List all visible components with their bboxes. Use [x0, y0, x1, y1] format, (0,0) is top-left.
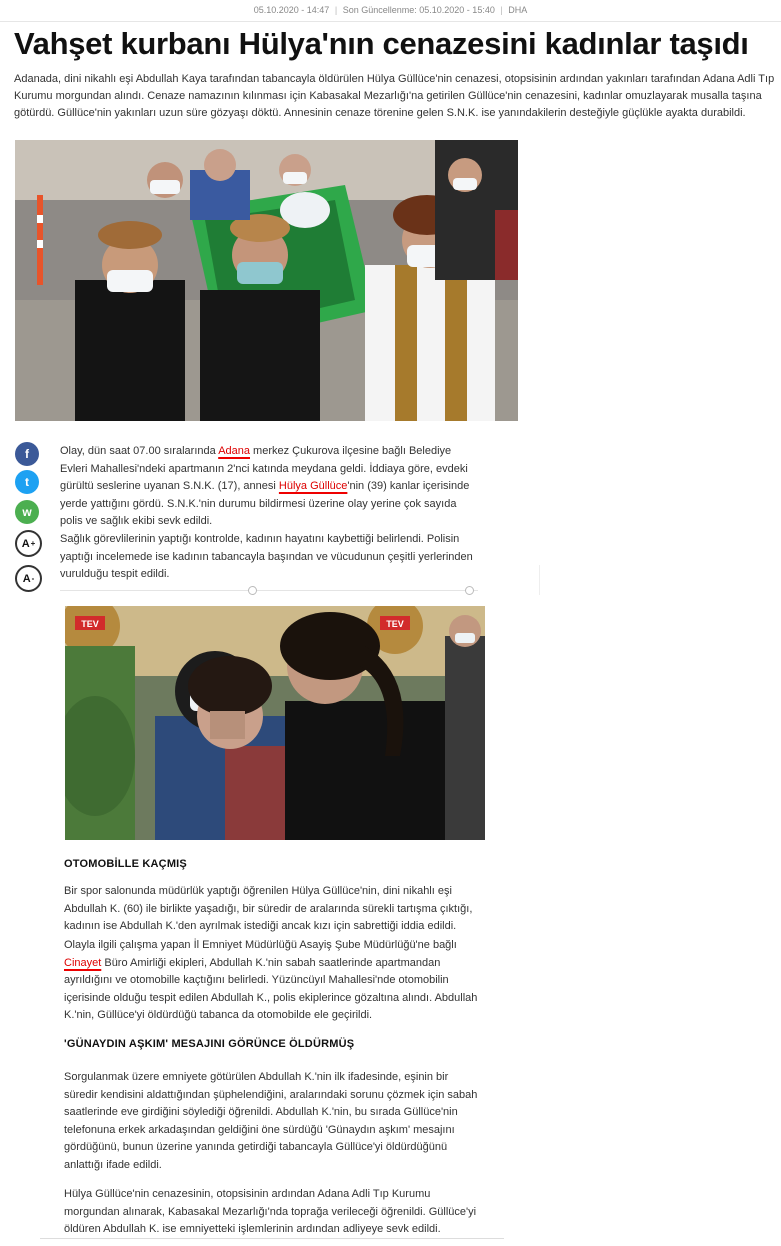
facebook-icon: f — [25, 447, 29, 461]
paragraph-text: merkez Çukurova ilçesine bağlı Belediye Evleri Mahallesi'ndeki apartmanın 2'nci katında meydana geldi. İddiaya göre, evdeki gürültü seslerine uyanan S.N.K. (17), annesi — [60, 445, 468, 492]
article-meta-bar — [0, 0, 781, 22]
tag-link-hulya-gulluce[interactable]: Hülya Güllüce — [278, 480, 348, 492]
article-photo[interactable] — [65, 606, 485, 840]
paragraph-text: Olayla ilgili çalışma yapan İl Emniyet Müdürlüğü Asayiş Şube Müdürlüğü'ne bağlı — [64, 939, 457, 951]
section-subheading: 'GÜNAYDIN AŞKIM' MESAJINI GÖRÜNCE ÖLDÜRMÜŞ — [64, 1038, 355, 1050]
article-lead: Adanada, dini nikahlı eşi Abdullah Kaya tarafından tabancayla öldürülen Hülya Güllüce'nin cenazesi, otopsisinin ardından yakınları tarafından Adana Adli Tıp Kurumu morgundan alındı. Cenaze namazının kılınması için Kabasakal Mezarlığı'na getirilen Güllüce'nin cenazesini, kadınlar omuzlayarak musalla taşına götürdü. Güllüce'nin yakınları uzun süre gözyaşı döktü. Annesinin cenaze törenine gelen S.N.K. ise yanındakilerin desteğiyle güçlükle ayakta durabildi. — [14, 73, 775, 119]
section-subheading: OTOMOBİLLE KAÇMIŞ — [64, 858, 187, 870]
funeral-procession-image — [15, 140, 518, 421]
ad-strip — [60, 590, 478, 598]
column-divider — [539, 565, 540, 595]
article-paragraph — [60, 443, 480, 531]
paragraph-text: Büro Amirliği ekipleri, Abdullah K.'nin sabah saatlerinde apartmandan ayrıldığını ve otomobille kaçtığını belirledi. Yüzüncüyıl Mahallesi'nde otomobilin içerisinde olduğu tespit edilen Abdullah K., polis ekiplerince gözaltına alındı. Abdullah K.'nin, Güllüce'yi öldürdüğü tabanca da otomobilde ele geçirildi. — [64, 956, 478, 1021]
hero-photo[interactable] — [15, 140, 518, 421]
news-source: DHA — [508, 5, 528, 15]
twitter-share-button[interactable] — [15, 470, 39, 494]
ad-info-icon[interactable] — [248, 586, 257, 595]
photo-sign-text: TEV — [81, 619, 99, 629]
tag-link-cinayet[interactable]: Cinayet — [64, 956, 102, 969]
font-decrease-sign: - — [31, 574, 35, 583]
article-headline: Vahşet kurbanı Hülya'nın cenazesini kadınlar taşıdı — [14, 26, 749, 61]
paragraph-text: 'nin (39) kanlar içerisinde yerde yattığını gördü. S.N.K.'nin durumu bildirmesi üzerine olay yerine çok sayıda polis ve sağlık ekibi sevk edildi. — [60, 480, 470, 527]
paragraph-text: Olay, dün saat 07.00 sıralarında — [60, 445, 219, 457]
font-increase-icon: A — [21, 537, 30, 550]
published-date: 05.10.2020 - 14:47 — [253, 5, 330, 15]
content-bottom-divider — [40, 1238, 504, 1239]
font-increase-button[interactable] — [15, 530, 42, 557]
photo-sign-text: TEV — [386, 619, 404, 629]
article-paragraph: Hülya Güllüce'nin cenazesinin, otopsisinin ardından Adana Adli Tıp Kurumu morgundan alınarak, Kabasakal Mezarlığı'nda toprağa verileceği öğrenildi. Güllüce'yi öldüren Abdullah K. ise emniyetteki işlemlerinin ardından adliyeye sevk edildi. — [64, 1188, 477, 1235]
facebook-share-button[interactable] — [15, 442, 39, 466]
article-paragraph: Sorgulanmak üzere emniyete götürülen Abdullah K.'nin ilk ifadesinde, eşinin bir süredir kendisini aldattığından şüphelendiğini, aralarındaki sorunu çözmek için sabah saatlerinde eve girdiğini söylediği öğrenildi. Abdullah K.'nin, bu sırada Güllüce'nin telefonuna erkek arkadaşından geldiğini öne sürdüğü 'Günaydın aşkım' mesajını gördüğünü, bunun üzerine yanında getirdiği tabancayla Güllüce'yi öldürdüğünü anlattığı ifade edildi. — [64, 1071, 478, 1171]
whatsapp-icon: w — [22, 505, 32, 519]
updated-date: 05.10.2020 - 15:40 — [419, 5, 495, 15]
meta-separator: | — [334, 5, 338, 15]
tag-link-adana[interactable]: Adana — [218, 445, 250, 457]
updated-label: Son Güncellenme: — [342, 5, 417, 15]
whatsapp-share-button[interactable] — [15, 500, 39, 524]
font-increase-sign: + — [30, 539, 36, 548]
meta-separator: | — [500, 5, 503, 15]
article-paragraph: Sağlık görevlilerinin yaptığı kontrolde, kadının hayatını kaybettiği belirlendi. Polisin yaptığı incelemede ise kadının tabancayla başından ve vücudunun çeşitli yerlerinden vurulduğu tespit edildi. — [60, 533, 473, 580]
font-decrease-icon: A — [22, 572, 31, 585]
article-paragraph: Bir spor salonunda müdürlük yaptığı öğrenilen Hülya Güllüce'nin, dini nikahlı eşi Abdullah K. (60) ile birlikte yaşadığı, bir süredir de aralarında sürekli tartışma çıktığı, kadının ise Abdullah K.'den ayrılmak istediği ancak kızı için sabrettiği iddia edildi. — [64, 885, 473, 932]
font-decrease-button[interactable] — [15, 565, 42, 592]
mourning-girls-image — [65, 606, 485, 840]
twitter-icon: t — [25, 475, 29, 489]
article-paragraph — [64, 937, 484, 1025]
ad-info-icon[interactable] — [465, 586, 474, 595]
